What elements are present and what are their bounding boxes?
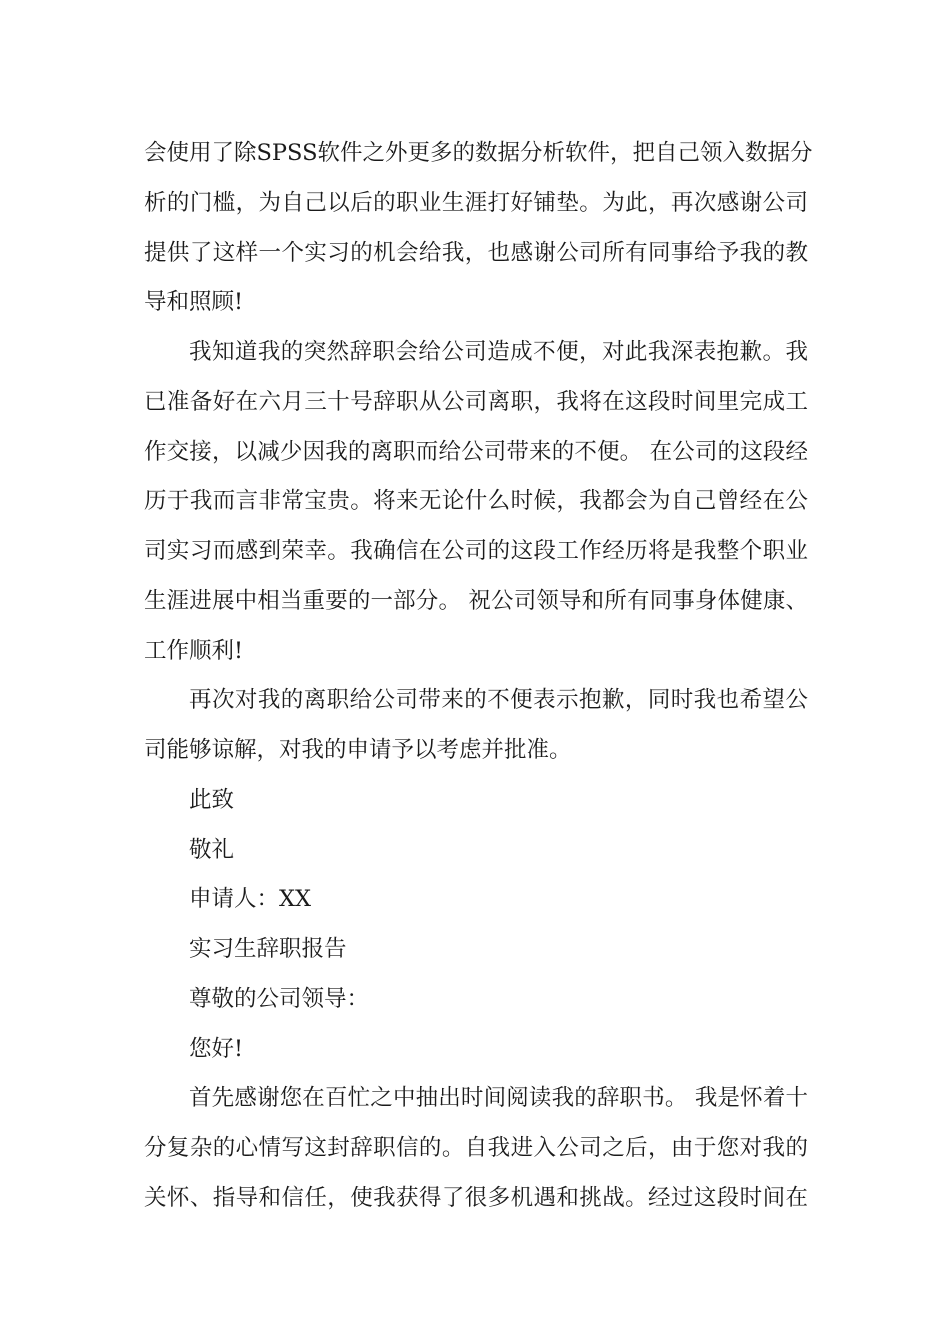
text-line: 您好! [189,1035,244,1062]
text-line: 实习生辞职报告 [189,936,347,962]
text-line: 申请人：XX [189,886,312,913]
text-line: 关怀、指导和信任，使我获得了很多机遇和挑战。经过这段时间在 [144,1184,808,1211]
text-line: 生涯进展中相当重要的一部分。 祝公司领导和所有同事身体健康、 [144,587,808,614]
document-body [144,129,813,1224]
text-line: 会使用了除SPSS软件之外更多的数据分析软件，把自己领入数据分 [144,140,813,166]
text-line: 提供了这样一个实习的机会给我，也感谢公司所有同事给予我的教 [144,239,808,266]
text-line: 已准备好在六月三十号辞职从公司离职，我将在这段时间里完成工 [144,388,808,415]
text-line: 工作顺利! [144,637,244,664]
text-line: 敬礼 [189,836,235,863]
text-line: 导和照顾! [144,289,244,316]
text-line: 析的门槛，为自己以后的职业生涯打好铺垫。为此，再次感谢公司 [144,189,808,216]
text-line: 再次对我的离职给公司带来的不便表示抱歉，同时我也希望公 [189,687,808,714]
text-line: 分复杂的心情写这封辞职信的。自我进入公司之后，由于您对我的 [144,1135,808,1161]
text-line: 我知道我的突然辞职会给公司造成不便，对此我深表抱歉。我 [189,339,808,365]
text-line: 作交接，以减少因我的离职而给公司带来的不便。 在公司的这段经 [144,438,808,465]
text-line: 司能够谅解，对我的申请予以考虑并批准。 [144,737,572,763]
text-line: 司实习而感到荣幸。我确信在公司的这段工作经历将是我整个职业 [144,538,808,564]
text-line: 首先感谢您在百忙之中抽出时间阅读我的辞职书。 我是怀着十 [189,1085,808,1112]
text-line: 历于我而言非常宝贵。将来无论什么时候，我都会为自己曾经在公 [144,488,808,515]
text-line: 此致 [189,786,235,813]
text-line: 尊敬的公司领导： [189,985,370,1012]
